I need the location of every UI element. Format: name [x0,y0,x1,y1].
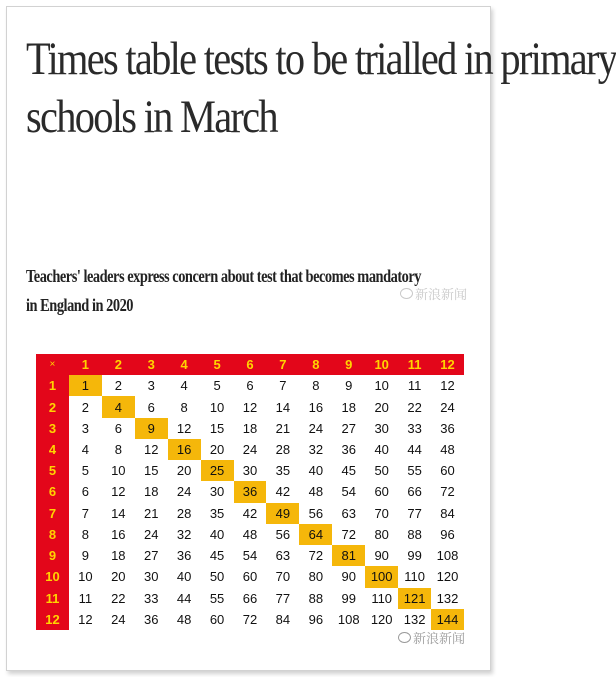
table-cell: 12 [143,442,159,458]
table-cell: 42 [275,484,291,500]
table-cell: 55 [407,463,422,479]
row-header: 6 [36,481,69,502]
table-cell: 60 [209,611,225,627]
table-cell: 24 [308,420,324,436]
table-cell: 3 [147,378,155,394]
column-header: 5 [201,354,234,375]
row-header: 9 [36,545,69,566]
table-cell: 5 [213,378,221,394]
table-cell: 70 [374,505,389,521]
table-cell: 132 [436,590,459,606]
table-cell: 12 [78,611,93,627]
row-header: 5 [36,460,69,481]
table-cell: 88 [308,590,324,606]
table-cell: 12 [111,484,126,500]
table-cell: 48 [308,484,324,500]
table-cell: 8 [180,399,188,415]
table-cell: 6 [147,399,155,415]
table-cell: 84 [440,505,455,521]
table-cell: 63 [341,505,356,521]
table-cell: 5 [81,463,89,479]
watermark [400,284,467,303]
table-cell: 40 [176,569,192,585]
table-cell: 42 [242,505,258,521]
table-cell: 20 [374,399,389,415]
table-cell: 32 [308,442,324,458]
square-number-cell: 25 [201,460,234,481]
row-header: 12 [36,609,69,630]
square-number-cell: 100 [365,566,398,587]
table-cell: 99 [341,590,356,606]
table-cell: 108 [436,548,459,564]
table-cell: 48 [176,611,192,627]
table-cell: 66 [407,484,422,500]
square-number-cell: 121 [398,588,431,609]
row-header: 3 [36,418,69,439]
table-cell: 15 [209,420,225,436]
table-cell: 11 [78,590,93,606]
table-cell: 80 [374,526,389,542]
weibo-icon [400,288,413,299]
column-header: 9 [332,354,365,375]
table-cell: 35 [275,463,291,479]
table-cell: 20 [111,569,126,585]
headline-line-2: schools in March [26,91,277,143]
table-cell: 63 [275,548,291,564]
table-cell: 110 [404,569,425,585]
table-cell: 33 [143,590,159,606]
table-cell: 132 [403,611,426,627]
table-cell: 14 [275,399,291,415]
table-cell: 24 [176,484,192,500]
table-cell: 110 [371,590,393,606]
table-cell: 120 [436,569,459,585]
table-cell: 8 [114,442,122,458]
table-cell: 6 [246,378,254,394]
headline-line-1: Times table tests to be trialled in primary [26,33,616,85]
table-cell: 21 [143,505,159,521]
watermark-text: 新浪新闻 [413,632,466,647]
table-cell: 18 [143,484,159,500]
table-cell: 72 [341,526,356,542]
column-header: 2 [102,354,135,375]
table-cell: 16 [308,399,324,415]
watermark-text: 新浪新闻 [415,288,468,303]
table-cell: 28 [275,442,291,458]
table-cell: 50 [209,569,225,585]
column-header: 6 [234,354,267,375]
row-header: 4 [36,439,69,460]
table-cell: 45 [209,548,225,564]
column-header: 11 [398,354,431,375]
table-cell: 36 [440,420,455,436]
square-number-cell: 36 [234,481,267,502]
table-cell: 99 [407,548,422,564]
table-cell: 10 [209,399,225,415]
table-cell: 10 [374,378,389,394]
watermark-bottom [398,628,465,647]
table-cell: 20 [176,463,192,479]
table-cell: 3 [81,420,89,436]
column-header: 7 [266,354,299,375]
square-number-cell: 4 [102,396,135,417]
table-cell: 56 [275,526,291,542]
table-cell: 22 [407,399,422,415]
table-cell: 35 [209,505,225,521]
table-cell: 28 [176,505,192,521]
table-cell: 72 [308,548,324,564]
table-cell: 40 [209,526,225,542]
table-cell: 50 [374,463,389,479]
table-cell: 77 [407,505,422,521]
table-cell: 40 [374,442,389,458]
table-cell: 70 [275,569,291,585]
table-cell: 60 [242,569,258,585]
table-cell: 9 [345,378,353,394]
table-cell: 44 [176,590,192,606]
standfirst-line-2: in England in 2020 [26,295,134,315]
table-cell: 18 [111,548,126,564]
table-cell: 56 [308,505,324,521]
table-cell: 84 [275,611,291,627]
table-cell: 8 [312,378,320,394]
table-cell: 30 [143,569,159,585]
article-standfirst [26,262,442,320]
table-cell: 90 [374,548,389,564]
table-cell: 77 [275,590,291,606]
table-cell: 66 [242,590,258,606]
table-cell: 48 [440,442,455,458]
table-cell: 33 [407,420,422,436]
square-number-cell: 64 [299,524,332,545]
weibo-icon [398,632,411,643]
table-cell: 45 [341,463,356,479]
table-cell: 24 [111,611,126,627]
table-cell: 11 [407,378,422,394]
table-cell: 12 [176,420,192,436]
table-cell: 27 [341,420,356,436]
table-cell: 20 [209,442,225,458]
table-cell: 27 [143,548,159,564]
row-header: 7 [36,503,69,524]
column-header: 8 [299,354,332,375]
table-cell: 54 [341,484,356,500]
row-header: 2 [36,396,69,417]
table-cell: 24 [440,399,455,415]
column-header: 3 [135,354,168,375]
table-cell: 7 [279,378,287,394]
table-cell: 2 [114,378,122,394]
column-header: 4 [168,354,201,375]
square-number-cell: 9 [135,418,168,439]
table-cell: 96 [308,611,324,627]
row-header: 8 [36,524,69,545]
table-corner: × [36,354,69,375]
table-cell: 48 [242,526,258,542]
square-number-cell: 81 [332,545,365,566]
table-cell: 30 [242,463,258,479]
table-cell: 21 [275,420,291,436]
table-cell: 12 [242,399,258,415]
table-cell: 32 [176,526,192,542]
table-cell: 40 [308,463,324,479]
square-number-cell: 16 [168,439,201,460]
table-cell: 7 [81,505,89,521]
table-cell: 24 [242,442,258,458]
table-cell: 6 [114,420,122,436]
table-cell: 12 [440,378,455,394]
table-cell: 9 [81,548,89,564]
table-cell: 10 [78,569,93,585]
table-cell: 30 [209,484,225,500]
table-cell: 96 [440,526,455,542]
table-cell: 14 [111,505,126,521]
square-number-cell: 144 [431,609,464,630]
table-cell: 72 [242,611,258,627]
table-cell: 44 [407,442,422,458]
square-number-cell: 1 [69,375,102,396]
table-cell: 120 [370,611,393,627]
table-cell: 18 [341,399,356,415]
column-header: 12 [431,354,464,375]
column-header: 10 [365,354,398,375]
table-cell: 10 [111,463,126,479]
table-cell: 22 [111,590,126,606]
table-cell: 6 [81,484,89,500]
table-cell: 55 [209,590,225,606]
table-cell: 15 [143,463,159,479]
table-cell: 4 [81,442,89,458]
column-header: 1 [69,354,102,375]
table-cell: 36 [176,548,192,564]
table-cell: 8 [81,526,89,542]
table-cell: 4 [180,378,188,394]
table-cell: 54 [242,548,258,564]
table-cell: 60 [374,484,389,500]
row-header: 11 [36,588,69,609]
table-cell: 24 [143,526,159,542]
table-cell: 72 [440,484,455,500]
article-headline [26,30,616,146]
table-cell: 30 [374,420,389,436]
table-cell: 2 [81,399,89,415]
table-cell: 36 [341,442,356,458]
table-cell: 108 [337,611,360,627]
row-header: 1 [36,375,69,396]
row-header: 10 [36,566,69,587]
table-cell: 18 [242,420,258,436]
table-cell: 16 [111,526,126,542]
table-cell: 36 [143,611,159,627]
table-cell: 60 [440,463,455,479]
table-cell: 88 [407,526,422,542]
times-table [36,354,464,630]
standfirst-line-1: Teachers' leaders express concern about test that becomes mandatory [26,266,421,286]
table-cell: 90 [341,569,356,585]
square-number-cell: 49 [266,503,299,524]
table-cell: 80 [308,569,324,585]
